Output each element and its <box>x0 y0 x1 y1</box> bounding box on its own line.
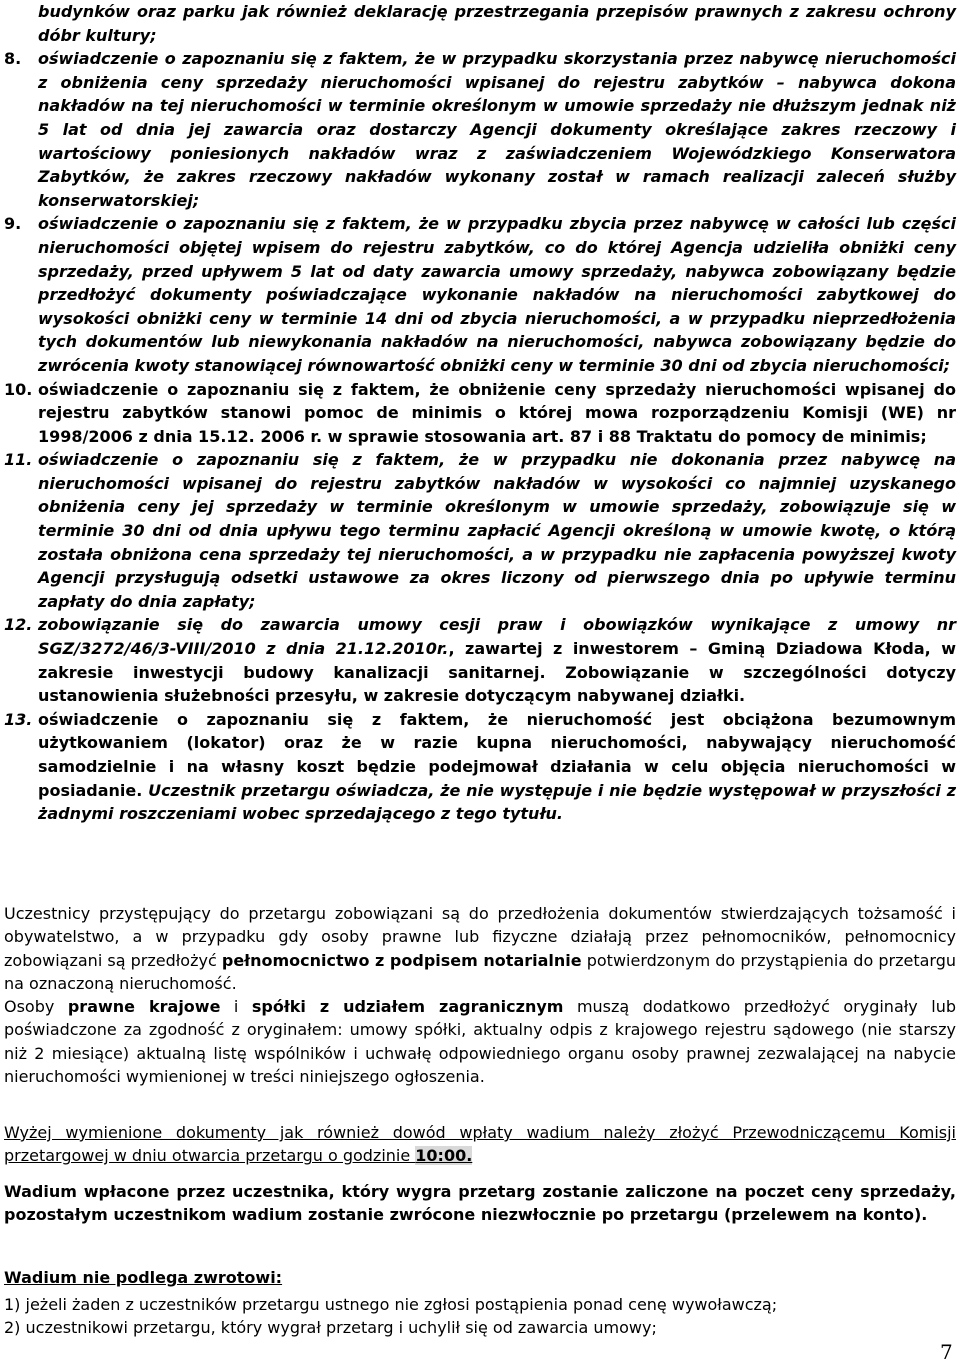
list-item-10 <box>0 378 960 449</box>
paragraph-text: Wyżej wymienione dokumenty jak również dowód wpłaty wadium należy złożyć Przewodniczącemu Komisji przetargowej w dniu otwarcia przetargu o godzinie <box>4 1123 956 1166</box>
documents-submission-paragraph <box>4 1121 956 1168</box>
item-text-italic: Uczestnik przetargu oświadcza, że nie występuje i nie będzie występował w przyszłości z żadnymi roszczeniami wobec sprzedającego z tego tytułu. <box>38 780 956 824</box>
list-item-11 <box>0 448 960 613</box>
page-number: 7 <box>940 1340 953 1364</box>
participants-documents-paragraph <box>4 902 956 995</box>
item-text: oświadczenie o zapoznaniu się z faktem, że obniżenie ceny sprzedaży nieruchomości wpisanej do rejestru zabytków stanowi pomoc de minimis o której mowa rozporządzeniu Komisji (WE) nr 1998/2006 z dnia 15.12. 2006 r. w sprawie stosowania art. 87 i 88 Traktatu do pomocy de minimis; <box>38 379 956 446</box>
item-text: oświadczenie o zapoznaniu się z faktem, że w przypadku zbycia przez nabywcę w całości lub części nieruchomości objętej wpisem do rejestru zabytków, co do której Agencja udzieliła obniżki ceny sprzedaży, przed upływem 5 lat od daty zawarcia umowy sprzedaży, nabywca zobowiązany będzie przedłożyć dokumenty poświadczające wykonanie nakładów na nieruchomości zabytkowej do wysokości obniżki ceny w terminie 14 dni od zbycia nieruchomości, a w przypadku nieprzedłożenia tych dokumentów lub niewykonania nakładów na nieruchomości, nabywca zobowiązany będzie do zwrócenia kwoty stanowiącej równowartość obniżki ceny w terminie 30 dni od zbycia nieruchomości; <box>38 214 956 375</box>
paragraph-bold-text: pełnomocnictwo z podpisem notarialnie <box>221 950 582 970</box>
item-text: oświadczenie o zapoznaniu się z faktem, że nieruchomość jest obciążona bezumownym użytkowaniem (lokator) oraz że w razie kupna nieruchomości, nabywający nieruchomość samodzielnie i na własny koszt będzie podejmował działania w celu objęcia nieruchomości w posiadanie. <box>38 709 956 800</box>
list-item-9 <box>0 212 960 377</box>
list-item-13 <box>0 708 960 826</box>
item-number: 8. <box>4 49 22 69</box>
paragraph-text: Uczestnicy przystępujący do przetargu zobowiązani są do przedłożenia dokumentów stwierdzających tożsamość i obywatelstwo, a w przypadku gdy osoby prawne lub fizyczne działają przez pełnomocników, pełnomocnicy zobowiązani są przedłożyć <box>4 904 956 970</box>
item-text: , zawartej z inwestorem – Gminą Dziadowa Kłoda, w zakresie inwestycji budowy kanalizacji sanitarnej. Zobowiązanie w szczególności dotyczy ustanowienia służebności przesyłu, w zakresie dotyczącym nabywanej działki. <box>38 639 956 706</box>
deposit-non-refund-list <box>4 1293 956 1340</box>
list-item: 2) uczestnikowi przetargu, który wygrał przetarg i uchylił się od zawarcia umowy; <box>4 1318 657 1338</box>
legal-entities-paragraph <box>4 995 956 1088</box>
list-item-12 <box>0 613 960 707</box>
paragraph-bold-text: spółki z udziałem zagranicznym <box>251 997 564 1016</box>
item-number: 12. <box>4 615 33 635</box>
item-number: 13. <box>4 709 33 729</box>
time-highlight: 10:00. <box>415 1146 473 1166</box>
item-number: 10. <box>4 379 33 399</box>
paragraph-text: Osoby <box>4 997 68 1016</box>
list-item-8 <box>0 47 960 212</box>
item-number: 9. <box>4 214 22 234</box>
deposit-paragraph: Wadium wpłacone przez uczestnika, który wygra przetarg zostanie zaliczone na poczet ceny sprzedaży, pozostałym uczestnikom wadium zostanie zwrócone niezwłocznie po przetargu (przelewem na konto). <box>4 1182 956 1225</box>
item-text: budynków oraz parku jak również deklarację przestrzegania przepisów prawnych z zakresu ochrony dóbr kultury; <box>38 2 956 45</box>
item-text: oświadczenie o zapoznaniu się z faktem, że w przypadku nie dokonania przez nabywcę na nieruchomości wpisanej do rejestru zabytków nakładów w wysokości co najmniej uzyskanego obniżenia ceny jej sprzedaży w terminie określonym w umowie sprzedaży, zobowiązuje się w terminie 30 dni od dnia upływu tego terminu zapłacić Agencji określoną w umowie kwotę, o którą została obniżona cena sprzedaży tej nieruchomości, a w przypadku nie zapłacenia powyższej kwoty Agencji przysługują odsetki ustawowe za okres liczony od pierwszego dnia po upływie terminu zapłaty do dnia zapłaty; <box>38 450 956 611</box>
paragraph-text: potwierdzonym do przystąpienia do przetargu na oznaczoną nieruchomość. <box>4 950 957 993</box>
paragraph-text: muszą dodatkowo przedłożyć oryginały lub poświadczone za zgodność z oryginałem: umowy spółki, aktualny odpis z krajowego rejestru sądowego (nie starszy niż 2 miesiące) aktualną listę wspólników i uchwałę odpowiedniego organu osoby prawnej zezwalającej na nabycie nieruchomości wymienionej w treści niniejszego ogłoszenia. <box>4 997 956 1086</box>
paragraph-bold-text: prawne krajowe <box>67 997 221 1016</box>
list-item-continuation <box>0 0 960 47</box>
paragraph-text: i <box>220 997 252 1016</box>
item-text: oświadczenie o zapoznaniu się z faktem, że w przypadku skorzystania przez nabywcę nieruchomości z obniżenia ceny sprzedaży nieruchomości wpisanej do rejestru zabytków – nabywca dokona nakładów na tej nieruchomości w terminie określonym w umowie sprzedaży nie dłuższym jednak niż 5 lat od dnia jej zawarcia oraz dostarczy Agencji dokumenty określające zakres rzeczowy i wartościowy poniesionych nakładów wraz z zaświadczeniem Wojewódzkiego Konserwatora Zabytków, że zakres rzeczowy nakładów wykonany został w ramach realizacji zaleceń służby konserwatorskiej; <box>38 49 956 210</box>
item-text-italic: zobowiązanie się do zawarcia umowy cesji praw i obowiązków wynikające z umowy nr SGZ/3272/46/3-VIII/2010 z dnia 21.12.2010r. <box>38 615 956 659</box>
deposit-non-refund-heading: Wadium nie podlega zwrotowi: <box>4 1268 283 1287</box>
item-number: 11. <box>4 450 33 470</box>
list-item: 1) jeżeli żaden z uczestników przetargu ustnego nie zgłosi postąpienia ponad cenę wywoławczą; <box>4 1295 778 1314</box>
